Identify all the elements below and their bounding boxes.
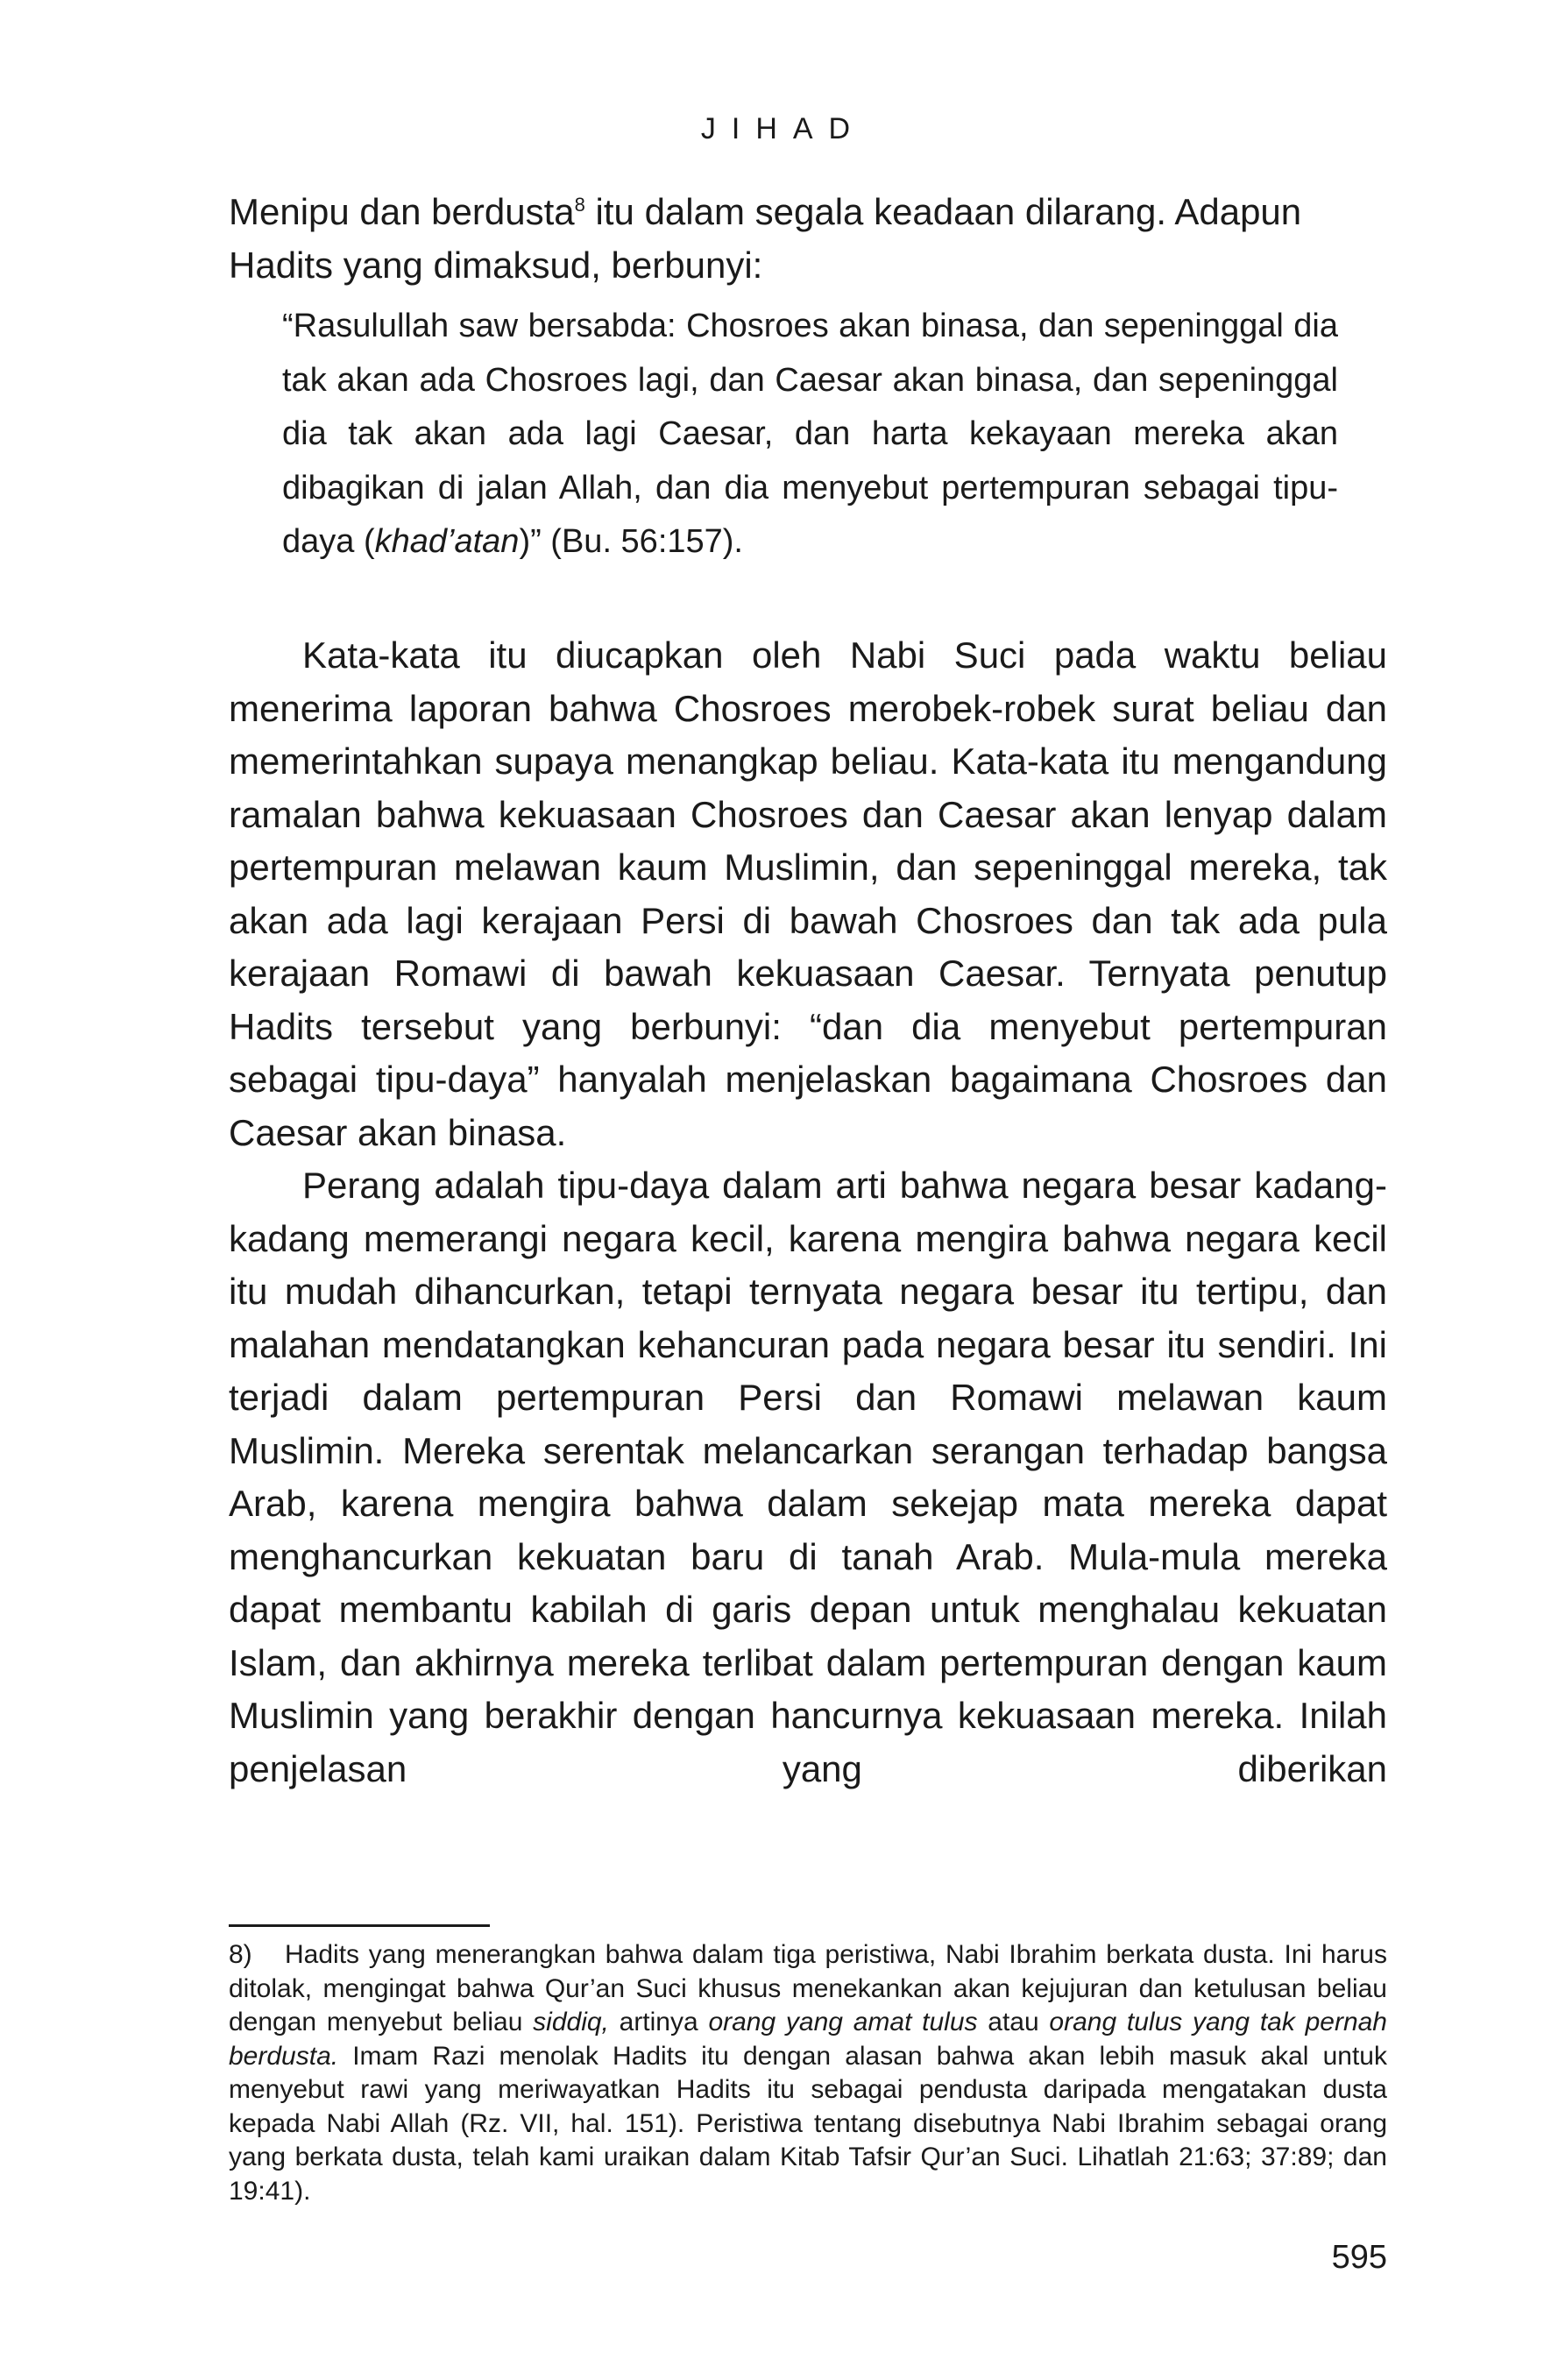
footnote-italic-phrase: orang yang amat tulus bbox=[708, 2008, 978, 2036]
quote-text: “Rasulullah saw bersabda: Chosroes akan binasa, dan sepeninggal dia tak akan ada Chosroes lagi, dan Caesar akan binasa, dan sepeninggal dia tak akan ada lagi Caesar, dan harta kekayaan mereka akan dibagikan di jalan Allah, dan dia menyebut pertempuran sebagai tipu-daya ( bbox=[282, 308, 1338, 560]
paragraph-1: Kata-kata itu diucapkan oleh Nabi Suci pada waktu beliau menerima laporan bahwa Chosroes merobek-robek surat beliau dan memerintahkan supaya menangkap beliau. Kata-kata itu mengandung ramalan bahwa kekuasaan Chosroes dan Caesar akan lenyap dalam pertempuran melawan kaum Muslimin, dan sepeninggal mereka, tak akan ada lagi kerajaan Persi di bawah Chosroes dan tak ada pula kerajaan Romawi di bawah kekuasaan Caesar. Ternyata penutup Hadits tersebut yang berbunyi: “dan dia menyebut pertempuran sebagai tipu-daya” hanyalah menjelaskan bagaimana Chosroes dan Caesar akan binasa. bbox=[229, 634, 1387, 1153]
quote-italic-term: khad’atan bbox=[374, 523, 520, 560]
footnote-divider bbox=[229, 1924, 490, 1927]
intro-text: Menipu dan berdusta bbox=[229, 191, 575, 232]
running-head: JIHAD bbox=[700, 112, 867, 145]
paragraph-2: Perang adalah tipu-daya dalam arti bahwa negara besar kadang-kadang memerangi negara kecil, karena mengira bahwa negara kecil itu mudah dihancurkan, tetapi ternyata negara besar itu tertipu, dan malahan mendatangkan kehancuran pada negara besar itu sendiri. Ini terjadi dalam pertempuran Persi dan Romawi melawan kaum Muslimin. Mereka serentak melancarkan serangan terhadap bangsa Arab, karena mengira bahwa dalam sekejap mata mereka dapat menghancurkan kekuatan baru di tanah Arab. Mula-mula mereka dapat membantu kabilah di garis depan untuk menghalau kekuatan Islam, dan akhirnya mereka terlibat dalam pertempuran dengan kaum Muslimin yang berakhir dengan hancurnya kekuasaan mereka. Inilah penjelasan yang diberikan bbox=[229, 1165, 1387, 1789]
footnote-text: artinya bbox=[608, 2008, 709, 2036]
intro-paragraph bbox=[229, 186, 1387, 292]
quote-citation: )” (Bu. 56:157). bbox=[519, 523, 743, 560]
hadith-quote bbox=[282, 300, 1338, 570]
footnote-italic-phrase: orang tulus yang tak pernah berdusta. bbox=[229, 2008, 1387, 2071]
footnote-text: Imam Razi menolak Hadits itu dengan alasan bahwa akan lebih masuk akal untuk menyebut rawi yang meriwayatkan Hadits itu sebagai pendusta daripada mengatakan dusta kepada Nabi Allah (Rz. VII, hal. 151). Peristiwa tentang disebutnya Nabi Ibrahim sebagai orang yang berkata dusta, telah kami uraikan dalam Kitab Tafsir Qur’an Suci. Lihatlah 21:63; 37:89; dan 19:41). bbox=[229, 2041, 1387, 2206]
intro-text-continued: itu dalam segala keadaan dilarang. Adapun Hadits yang dimaksud, berbunyi: bbox=[229, 191, 1302, 286]
body-text bbox=[229, 629, 1387, 1796]
page-number: 595 bbox=[1331, 2239, 1387, 2276]
footnote-reference: 8 bbox=[574, 194, 585, 216]
footnote-number: 8) bbox=[229, 1940, 252, 1969]
footnote bbox=[229, 1938, 1387, 2208]
footnote-text: atau bbox=[977, 2008, 1050, 2036]
footnote-italic-siddiq: siddiq, bbox=[533, 2008, 609, 2036]
footnote-text: Hadits yang menerangkan bahwa dalam tiga peristiwa, Nabi Ibrahim berkata dusta. Ini harus ditolak, mengingat bahwa Qur’an Suci khusus menekankan akan kejujuran dan ketulusan beliau dengan menyebut beliau bbox=[229, 1940, 1387, 2036]
